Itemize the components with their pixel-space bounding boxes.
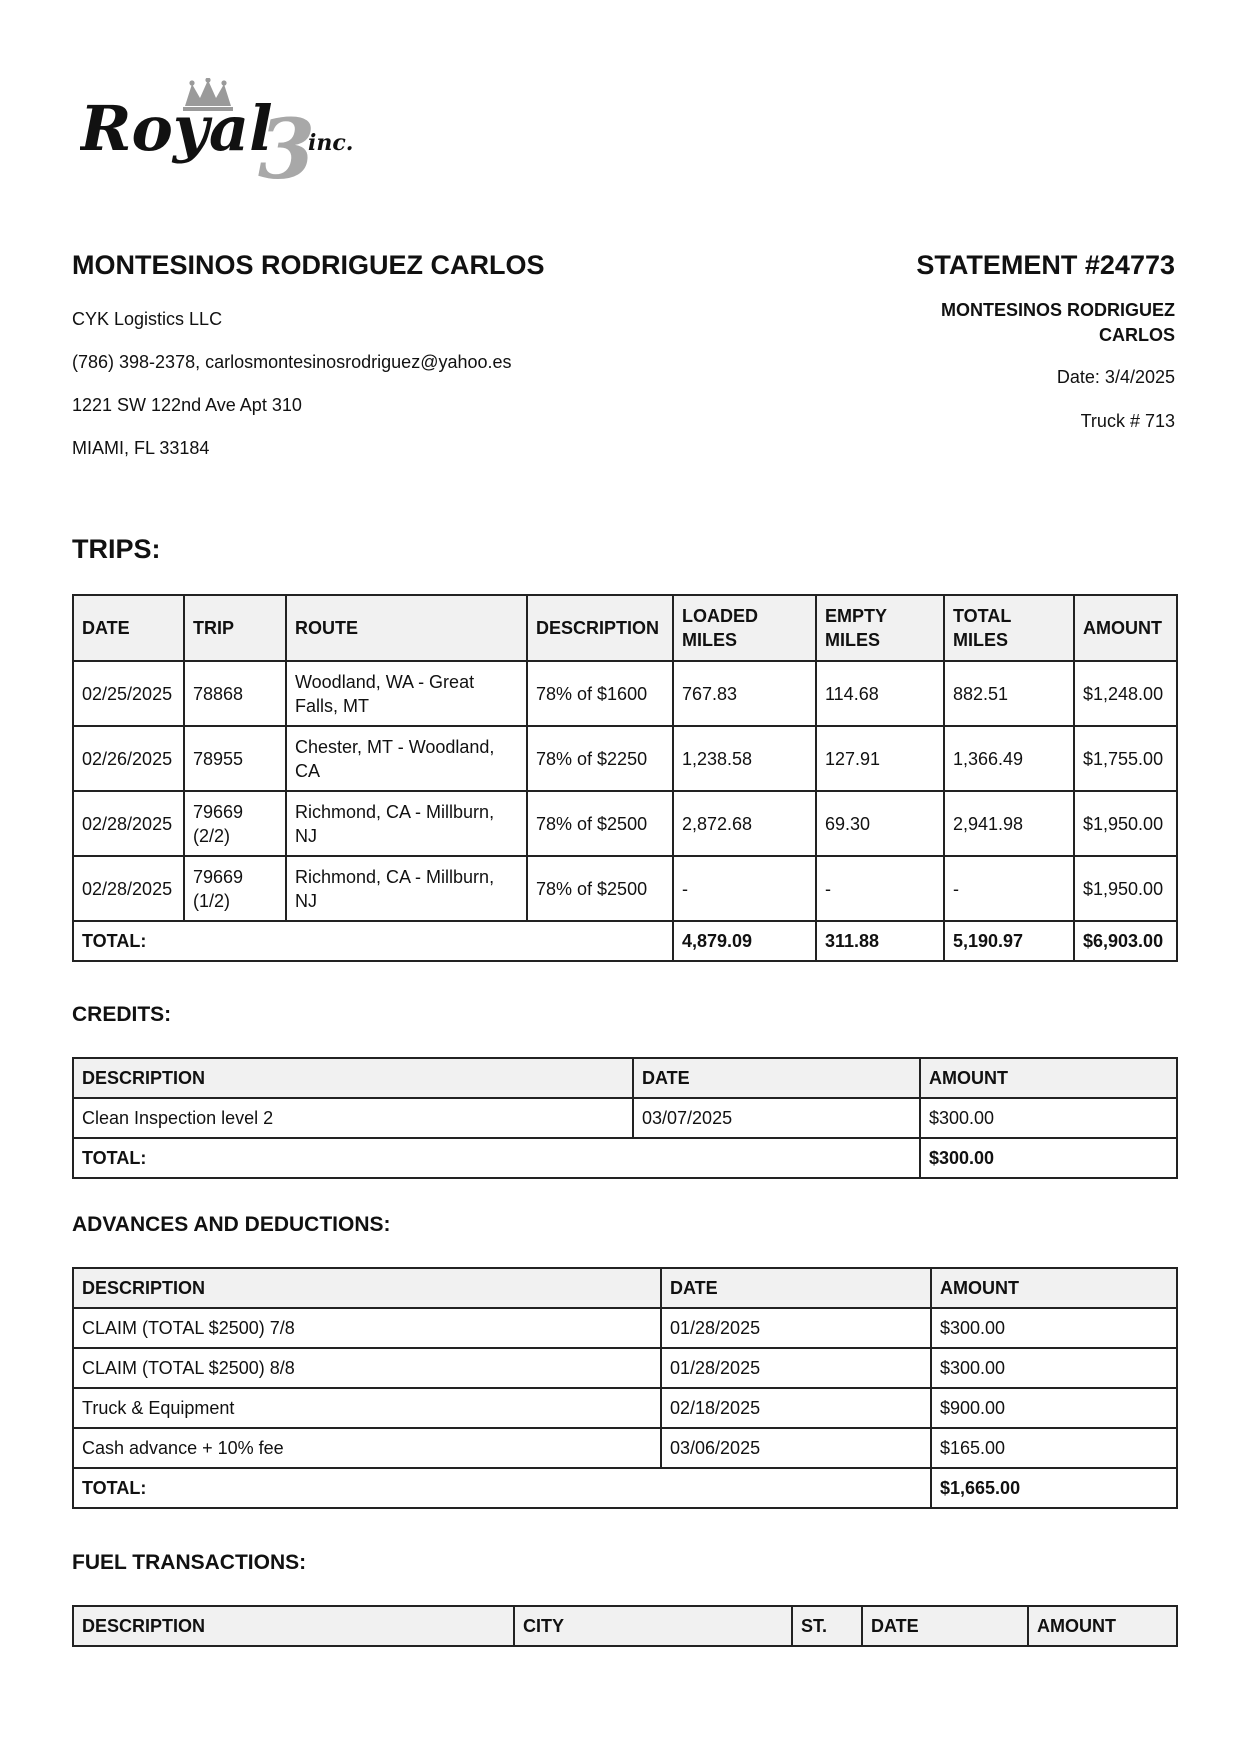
fuel-header-row — [73, 1606, 1177, 1646]
statement-info — [755, 248, 1175, 432]
trip-amount: $1,950.00 — [1074, 791, 1177, 856]
table-row — [73, 1428, 1177, 1468]
trips-col-empty-miles: EMPTY MILES — [816, 595, 944, 661]
deduction-amount: $300.00 — [931, 1348, 1177, 1388]
deductions-header-row — [73, 1268, 1177, 1308]
deductions-col-amount: AMOUNT — [931, 1268, 1177, 1308]
deductions-col-description: DESCRIPTION — [73, 1268, 661, 1308]
recipient-line1: MONTESINOS RODRIGUEZ — [940, 300, 1175, 320]
fuel-col-state: ST. — [792, 1606, 862, 1646]
trip-amount: $1,248.00 — [1074, 661, 1177, 726]
company-logo — [80, 78, 380, 188]
table-row — [73, 791, 1177, 856]
credit-description: Clean Inspection level 2 — [73, 1098, 633, 1138]
trip-number: 79669 (1/2) — [184, 856, 286, 921]
fuel-title: FUEL TRANSACTIONS: — [72, 1551, 307, 1574]
trip-total-miles: 882.51 — [944, 661, 1074, 726]
table-row — [73, 726, 1177, 791]
trips-col-route: ROUTE — [286, 595, 527, 661]
trips-col-loaded-miles: LOADED MILES — [673, 595, 816, 661]
fuel-table — [72, 1605, 1178, 1647]
credits-title: CREDITS: — [72, 1003, 172, 1026]
credits-col-date: DATE — [633, 1058, 920, 1098]
deductions-title: ADVANCES AND DEDUCTIONS: — [72, 1213, 391, 1236]
trips-col-amount: AMOUNT — [1074, 595, 1177, 661]
trips-title: TRIPS: — [72, 534, 161, 564]
trip-amount: $1,755.00 — [1074, 726, 1177, 791]
trips-col-description: DESCRIPTION — [527, 595, 673, 661]
driver-address-line2: MIAMI, FL 33184 — [72, 438, 210, 458]
trip-date: 02/25/2025 — [73, 661, 184, 726]
logo-suffix: inc. — [308, 130, 354, 156]
trip-date: 02/28/2025 — [73, 856, 184, 921]
trip-description: 78% of $2250 — [527, 726, 673, 791]
trip-description: 78% of $2500 — [527, 791, 673, 856]
credits-total-amount: $300.00 — [920, 1138, 1177, 1178]
trip-description: 78% of $2500 — [527, 856, 673, 921]
trips-total-row — [73, 921, 1177, 961]
trip-total-miles: 2,941.98 — [944, 791, 1074, 856]
deductions-total-row — [73, 1468, 1177, 1508]
trip-total-miles: - — [944, 856, 1074, 921]
fuel-col-description: DESCRIPTION — [73, 1606, 514, 1646]
driver-address-line1: 1221 SW 122nd Ave Apt 310 — [72, 395, 302, 415]
table-row — [73, 661, 1177, 726]
trip-empty-miles: - — [816, 856, 944, 921]
deduction-amount: $900.00 — [931, 1388, 1177, 1428]
trips-col-date: DATE — [73, 595, 184, 661]
trip-number: 78955 — [184, 726, 286, 791]
table-row — [73, 1308, 1177, 1348]
credits-col-amount: AMOUNT — [920, 1058, 1177, 1098]
fuel-col-city: CITY — [514, 1606, 792, 1646]
trip-empty-miles: 114.68 — [816, 661, 944, 726]
deduction-amount: $165.00 — [931, 1428, 1177, 1468]
deduction-description: CLAIM (TOTAL $2500) 8/8 — [73, 1348, 661, 1388]
trip-date: 02/28/2025 — [73, 791, 184, 856]
credits-table — [72, 1057, 1178, 1179]
trip-empty-miles: 69.30 — [816, 791, 944, 856]
deductions-col-date: DATE — [661, 1268, 931, 1308]
trip-route: Woodland, WA - Great Falls, MT — [286, 661, 527, 726]
deduction-amount: $300.00 — [931, 1308, 1177, 1348]
credit-amount: $300.00 — [920, 1098, 1177, 1138]
deductions-total-amount: $1,665.00 — [931, 1468, 1177, 1508]
trip-loaded-miles: 767.83 — [673, 661, 816, 726]
deductions-table — [72, 1267, 1178, 1509]
trip-empty-miles: 127.91 — [816, 726, 944, 791]
fuel-col-amount: AMOUNT — [1028, 1606, 1177, 1646]
driver-info — [72, 248, 672, 458]
deduction-description: Truck & Equipment — [73, 1388, 661, 1428]
fuel-col-date: DATE — [862, 1606, 1028, 1646]
trip-amount: $1,950.00 — [1074, 856, 1177, 921]
trip-route: Chester, MT - Woodland, CA — [286, 726, 527, 791]
trips-total-label: TOTAL: — [73, 921, 673, 961]
deduction-description: CLAIM (TOTAL $2500) 7/8 — [73, 1308, 661, 1348]
deduction-date: 01/28/2025 — [661, 1348, 931, 1388]
trips-total-loaded: 4,879.09 — [673, 921, 816, 961]
table-row — [73, 856, 1177, 921]
trip-description: 78% of $1600 — [527, 661, 673, 726]
credits-col-description: DESCRIPTION — [73, 1058, 633, 1098]
trip-total-miles: 1,366.49 — [944, 726, 1074, 791]
credits-total-label: TOTAL: — [73, 1138, 920, 1178]
trips-total-empty: 311.88 — [816, 921, 944, 961]
trips-col-total-miles: TOTAL MILES — [944, 595, 1074, 661]
credits-header-row — [73, 1058, 1177, 1098]
statement-date: Date: 3/4/2025 — [1056, 367, 1175, 387]
table-row — [73, 1098, 1177, 1138]
deduction-description: Cash advance + 10% fee — [73, 1428, 661, 1468]
logo-numeral: 3 — [258, 102, 316, 188]
driver-name: MONTESINOS RODRIGUEZ CARLOS — [72, 250, 545, 280]
table-row — [73, 1348, 1177, 1388]
deduction-date: 01/28/2025 — [661, 1308, 931, 1348]
logo-wordmark: Royal — [80, 92, 273, 165]
credit-date: 03/07/2025 — [633, 1098, 920, 1138]
trips-total-amount: $6,903.00 — [1074, 921, 1177, 961]
trip-loaded-miles: 1,238.58 — [673, 726, 816, 791]
trips-total-miles: 5,190.97 — [944, 921, 1074, 961]
trip-route: Richmond, CA - Millburn, NJ — [286, 791, 527, 856]
driver-contact: (786) 398-2378, carlosmontesinosrodriguez@yahoo.es — [72, 352, 512, 372]
trip-loaded-miles: - — [673, 856, 816, 921]
driver-company: CYK Logistics LLC — [72, 309, 223, 329]
trip-number: 78868 — [184, 661, 286, 726]
recipient-line2: CARLOS — [1099, 325, 1175, 345]
deduction-date: 03/06/2025 — [661, 1428, 931, 1468]
trips-col-trip: TRIP — [184, 595, 286, 661]
deduction-date: 02/18/2025 — [661, 1388, 931, 1428]
credits-total-row — [73, 1138, 1177, 1178]
statement-title: STATEMENT #24773 — [916, 250, 1175, 280]
trips-header-row — [73, 595, 1177, 661]
trip-number: 79669 (2/2) — [184, 791, 286, 856]
trip-loaded-miles: 2,872.68 — [673, 791, 816, 856]
table-row — [73, 1388, 1177, 1428]
trips-table — [72, 594, 1178, 962]
statement-truck: Truck # 713 — [1080, 411, 1175, 431]
statement-recipient — [755, 298, 1175, 348]
trip-date: 02/26/2025 — [73, 726, 184, 791]
trip-route: Richmond, CA - Millburn, NJ — [286, 856, 527, 921]
deductions-total-label: TOTAL: — [73, 1468, 931, 1508]
